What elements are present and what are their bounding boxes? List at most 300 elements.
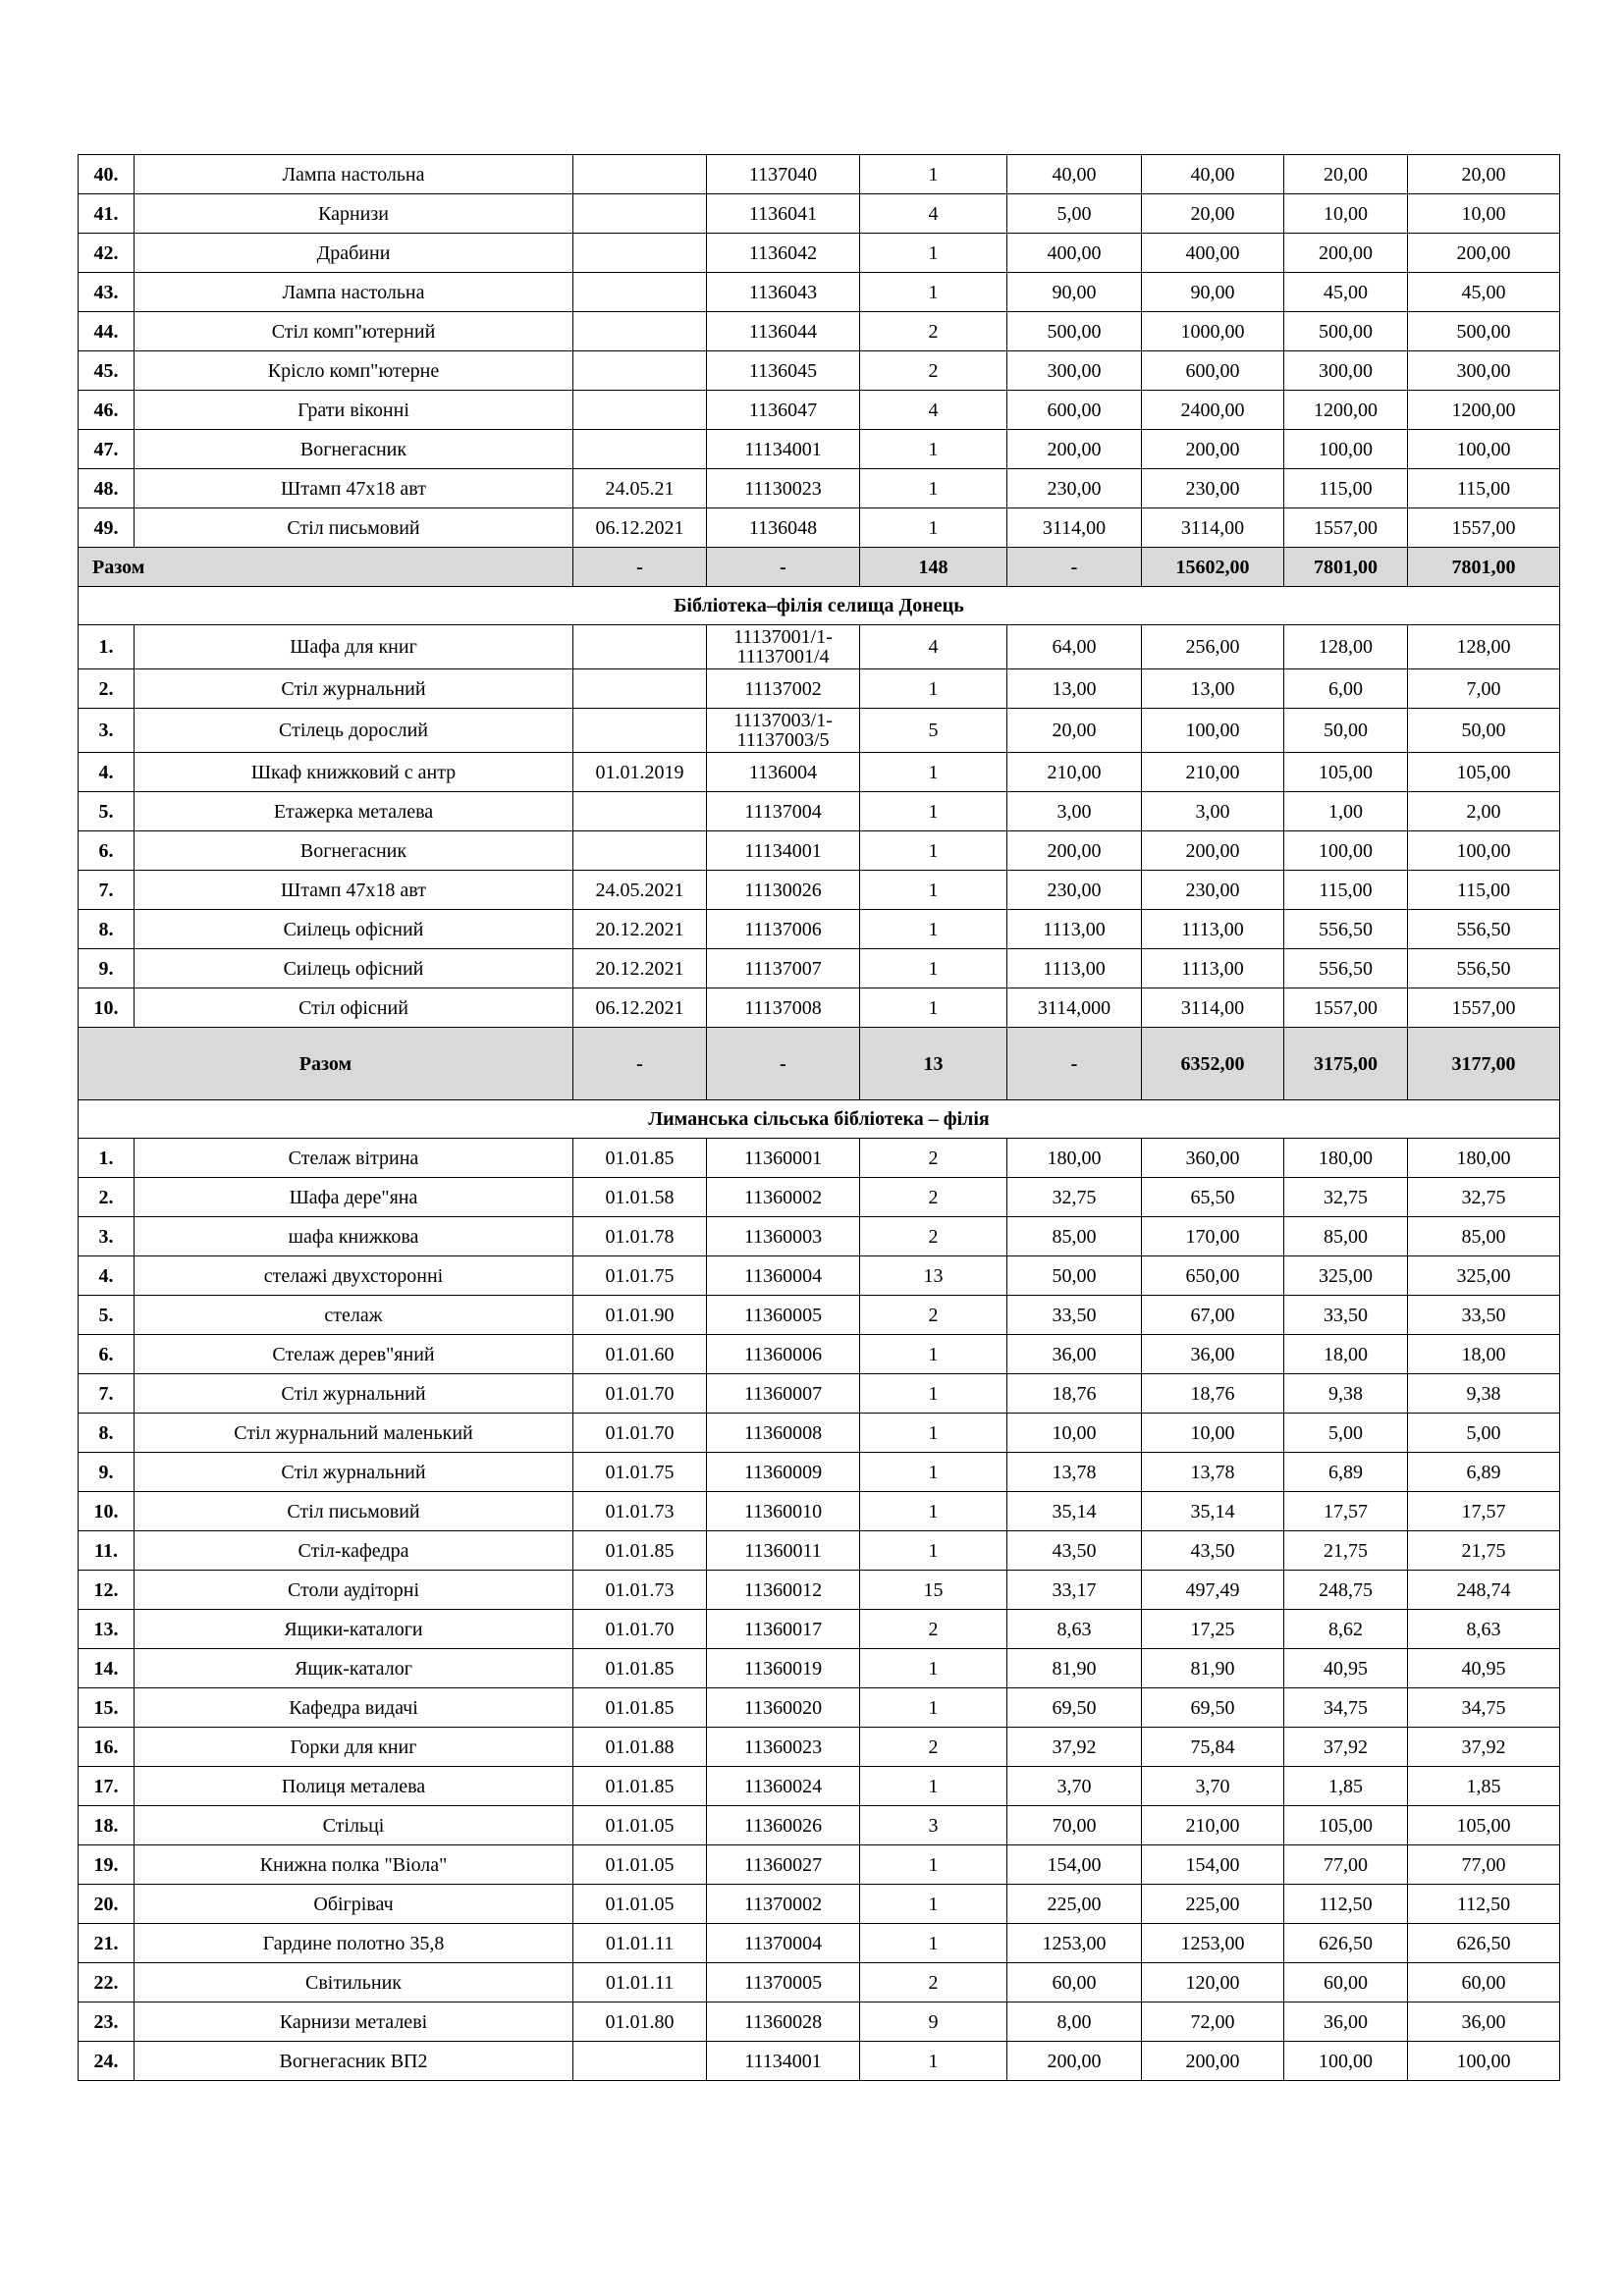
amount-a-cell: 20,00 xyxy=(1284,155,1408,194)
row-number-cell: 5. xyxy=(79,792,135,831)
quantity-cell: 2 xyxy=(860,1296,1007,1335)
amount-b-cell: 248,74 xyxy=(1408,1571,1560,1610)
unit-price-cell: 43,50 xyxy=(1007,1531,1142,1571)
unit-price-cell: 50,00 xyxy=(1007,1256,1142,1296)
unit-price-cell: 3114,000 xyxy=(1007,988,1142,1028)
item-name-cell: Лампа настольна xyxy=(135,273,573,312)
amount-a-cell: 100,00 xyxy=(1284,831,1408,871)
date-cell: 01.01.73 xyxy=(573,1571,707,1610)
amount-a-cell: 32,75 xyxy=(1284,1178,1408,1217)
item-name-cell: Ящик-каталог xyxy=(135,1649,573,1688)
date-cell: 01.01.90 xyxy=(573,1296,707,1335)
total-cost-cell: 69,50 xyxy=(1142,1688,1284,1728)
amount-a-cell: 34,75 xyxy=(1284,1688,1408,1728)
amount-b-cell: 21,75 xyxy=(1408,1531,1560,1571)
row-number-cell: 48. xyxy=(79,469,135,508)
date-cell xyxy=(573,351,707,391)
date-cell: 20.12.2021 xyxy=(573,949,707,988)
table-row xyxy=(79,871,1560,910)
table-row xyxy=(79,949,1560,988)
amount-a-cell: 105,00 xyxy=(1284,1806,1408,1845)
row-number-cell: 22. xyxy=(79,1963,135,2002)
total-date-cell: - xyxy=(573,1028,707,1100)
amount-a-cell: 9,38 xyxy=(1284,1374,1408,1414)
total-label-cell: Разом xyxy=(79,1028,573,1100)
inventory-number-cell: 11360023 xyxy=(707,1728,860,1767)
date-cell: 01.01.60 xyxy=(573,1335,707,1374)
quantity-cell: 4 xyxy=(860,391,1007,430)
inventory-number-cell: 1136048 xyxy=(707,508,860,548)
quantity-cell: 2 xyxy=(860,1139,1007,1178)
table-row xyxy=(79,792,1560,831)
amount-b-cell: 18,00 xyxy=(1408,1335,1560,1374)
inventory-number-cell: 11360010 xyxy=(707,1492,860,1531)
amount-a-cell: 33,50 xyxy=(1284,1296,1408,1335)
unit-price-cell: 210,00 xyxy=(1007,753,1142,792)
total-cost-cell: 497,49 xyxy=(1142,1571,1284,1610)
quantity-cell: 1 xyxy=(860,1374,1007,1414)
inventory-number-cell: 11360003 xyxy=(707,1217,860,1256)
date-cell xyxy=(573,391,707,430)
amount-b-cell: 45,00 xyxy=(1408,273,1560,312)
unit-price-cell: 18,76 xyxy=(1007,1374,1142,1414)
total-cost-cell: 35,14 xyxy=(1142,1492,1284,1531)
amount-b-cell: 7,00 xyxy=(1408,669,1560,709)
row-number-cell: 45. xyxy=(79,351,135,391)
total-amount-a-cell: 3175,00 xyxy=(1284,1028,1408,1100)
quantity-cell: 15 xyxy=(860,1571,1007,1610)
row-number-cell: 8. xyxy=(79,910,135,949)
date-cell: 01.01.2019 xyxy=(573,753,707,792)
date-cell: 01.01.11 xyxy=(573,1924,707,1963)
total-cost-cell: 360,00 xyxy=(1142,1139,1284,1178)
date-cell xyxy=(573,792,707,831)
table-row xyxy=(79,1610,1560,1649)
amount-b-cell: 325,00 xyxy=(1408,1256,1560,1296)
total-cost-cell: 1113,00 xyxy=(1142,910,1284,949)
amount-b-cell: 556,50 xyxy=(1408,910,1560,949)
row-number-cell: 24. xyxy=(79,2042,135,2081)
amount-b-cell: 115,00 xyxy=(1408,469,1560,508)
row-number-cell: 10. xyxy=(79,1492,135,1531)
amount-b-cell: 10,00 xyxy=(1408,194,1560,234)
total-inventory-cell: - xyxy=(707,548,860,587)
item-name-cell: Стіл письмовий xyxy=(135,1492,573,1531)
date-cell: 01.01.85 xyxy=(573,1139,707,1178)
quantity-cell: 1 xyxy=(860,949,1007,988)
total-cost-cell: 17,25 xyxy=(1142,1610,1284,1649)
amount-a-cell: 1557,00 xyxy=(1284,508,1408,548)
table-row xyxy=(79,988,1560,1028)
amount-a-cell: 105,00 xyxy=(1284,753,1408,792)
quantity-cell: 1 xyxy=(860,1414,1007,1453)
unit-price-cell: 81,90 xyxy=(1007,1649,1142,1688)
item-name-cell: Вогнегасник xyxy=(135,831,573,871)
total-cost-cell: 13,00 xyxy=(1142,669,1284,709)
table-row xyxy=(79,430,1560,469)
row-number-cell: 43. xyxy=(79,273,135,312)
unit-price-cell: 35,14 xyxy=(1007,1492,1142,1531)
quantity-cell: 1 xyxy=(860,234,1007,273)
amount-b-cell: 180,00 xyxy=(1408,1139,1560,1178)
inventory-number-cell: 1136044 xyxy=(707,312,860,351)
total-cost-cell: 230,00 xyxy=(1142,469,1284,508)
item-name-cell: Стілець дорослий xyxy=(135,709,573,753)
amount-b-cell: 105,00 xyxy=(1408,1806,1560,1845)
item-name-cell: Стіл комп"ютерний xyxy=(135,312,573,351)
inventory-number-cell: 11130026 xyxy=(707,871,860,910)
unit-price-cell: 13,00 xyxy=(1007,669,1142,709)
amount-a-cell: 36,00 xyxy=(1284,2002,1408,2042)
item-name-cell: Полиця металева xyxy=(135,1767,573,1806)
row-number-cell: 4. xyxy=(79,1256,135,1296)
quantity-cell: 1 xyxy=(860,508,1007,548)
amount-b-cell: 34,75 xyxy=(1408,1688,1560,1728)
row-number-cell: 44. xyxy=(79,312,135,351)
total-cost-cell: 210,00 xyxy=(1142,1806,1284,1845)
item-name-cell: Стелаж вітрина xyxy=(135,1139,573,1178)
row-number-cell: 40. xyxy=(79,155,135,194)
item-name-cell: Стіл журнальний xyxy=(135,1453,573,1492)
row-number-cell: 19. xyxy=(79,1845,135,1885)
row-number-cell: 42. xyxy=(79,234,135,273)
amount-b-cell: 500,00 xyxy=(1408,312,1560,351)
total-cost-cell: 256,00 xyxy=(1142,625,1284,669)
quantity-cell: 1 xyxy=(860,669,1007,709)
item-name-cell: Кафедра видачі xyxy=(135,1688,573,1728)
quantity-cell: 1 xyxy=(860,871,1007,910)
amount-a-cell: 556,50 xyxy=(1284,910,1408,949)
amount-a-cell: 300,00 xyxy=(1284,351,1408,391)
amount-b-cell: 1200,00 xyxy=(1408,391,1560,430)
amount-a-cell: 248,75 xyxy=(1284,1571,1408,1610)
amount-b-cell: 9,38 xyxy=(1408,1374,1560,1414)
row-number-cell: 4. xyxy=(79,753,135,792)
row-number-cell: 5. xyxy=(79,1296,135,1335)
table-row xyxy=(79,155,1560,194)
item-name-cell: Вогнегасник ВП2 xyxy=(135,2042,573,2081)
inventory-number-cell: 11360019 xyxy=(707,1649,860,1688)
quantity-cell: 1 xyxy=(860,155,1007,194)
inventory-number-cell: 11134001 xyxy=(707,430,860,469)
amount-a-cell: 60,00 xyxy=(1284,1963,1408,2002)
date-cell: 01.01.05 xyxy=(573,1885,707,1924)
item-name-cell: Книжна полка "Віола" xyxy=(135,1845,573,1885)
quantity-cell: 1 xyxy=(860,1885,1007,1924)
amount-a-cell: 626,50 xyxy=(1284,1924,1408,1963)
date-cell: 01.01.70 xyxy=(573,1610,707,1649)
section-header-row xyxy=(79,1100,1560,1139)
unit-price-cell: 70,00 xyxy=(1007,1806,1142,1845)
inventory-number-cell: 11360020 xyxy=(707,1688,860,1728)
amount-b-cell: 33,50 xyxy=(1408,1296,1560,1335)
unit-price-cell: 154,00 xyxy=(1007,1845,1142,1885)
amount-b-cell: 556,50 xyxy=(1408,949,1560,988)
item-name-cell: Крісло комп"ютерне xyxy=(135,351,573,391)
inventory-number-cell: 11360004 xyxy=(707,1256,860,1296)
total-cost-cell: 43,50 xyxy=(1142,1531,1284,1571)
date-cell: 01.01.73 xyxy=(573,1492,707,1531)
item-name-cell: Вогнегасник xyxy=(135,430,573,469)
total-quantity-cell: 148 xyxy=(860,548,1007,587)
unit-price-cell: 20,00 xyxy=(1007,709,1142,753)
item-name-cell: Ящики-каталоги xyxy=(135,1610,573,1649)
amount-a-cell: 325,00 xyxy=(1284,1256,1408,1296)
item-name-cell: шафа книжкова xyxy=(135,1217,573,1256)
total-cost-cell: 230,00 xyxy=(1142,871,1284,910)
table-row xyxy=(79,1728,1560,1767)
total-cost-cell: 3,00 xyxy=(1142,792,1284,831)
row-number-cell: 47. xyxy=(79,430,135,469)
item-name-cell: Грати віконні xyxy=(135,391,573,430)
total-cost-cell: 18,76 xyxy=(1142,1374,1284,1414)
total-cost-cell: 170,00 xyxy=(1142,1217,1284,1256)
amount-a-cell: 1,85 xyxy=(1284,1767,1408,1806)
row-number-cell: 12. xyxy=(79,1571,135,1610)
table-row xyxy=(79,831,1560,871)
item-name-cell: Світильник xyxy=(135,1963,573,2002)
amount-b-cell: 17,57 xyxy=(1408,1492,1560,1531)
date-cell: 01.01.70 xyxy=(573,1414,707,1453)
table-row xyxy=(79,273,1560,312)
total-cost-cell: 210,00 xyxy=(1142,753,1284,792)
unit-price-cell: 230,00 xyxy=(1007,469,1142,508)
table-row xyxy=(79,1296,1560,1335)
total-cost-cell: 200,00 xyxy=(1142,430,1284,469)
unit-price-cell: 200,00 xyxy=(1007,831,1142,871)
inventory-number-cell: 11360028 xyxy=(707,2002,860,2042)
item-name-cell: Шафа дере"яна xyxy=(135,1178,573,1217)
inventory-number-cell: 11370004 xyxy=(707,1924,860,1963)
total-amount-a-cell: 7801,00 xyxy=(1284,548,1408,587)
table-row xyxy=(79,469,1560,508)
quantity-cell: 4 xyxy=(860,194,1007,234)
unit-price-cell: 3114,00 xyxy=(1007,508,1142,548)
total-price-cell: - xyxy=(1007,1028,1142,1100)
table-row xyxy=(79,1414,1560,1453)
unit-price-cell: 5,00 xyxy=(1007,194,1142,234)
total-inventory-cell: - xyxy=(707,1028,860,1100)
row-number-cell: 46. xyxy=(79,391,135,430)
row-number-cell: 1. xyxy=(79,1139,135,1178)
row-number-cell: 10. xyxy=(79,988,135,1028)
unit-price-cell: 37,92 xyxy=(1007,1728,1142,1767)
amount-b-cell: 6,89 xyxy=(1408,1453,1560,1492)
inventory-number-cell: 11360008 xyxy=(707,1414,860,1453)
item-name-cell: Стелаж дерев"яний xyxy=(135,1335,573,1374)
amount-b-cell: 105,00 xyxy=(1408,753,1560,792)
total-cost-cell: 75,84 xyxy=(1142,1728,1284,1767)
total-cost-cell: 200,00 xyxy=(1142,831,1284,871)
item-name-cell: Стіл журнальний маленький xyxy=(135,1414,573,1453)
table-row xyxy=(79,1374,1560,1414)
inventory-number-cell: 11137007 xyxy=(707,949,860,988)
row-number-cell: 14. xyxy=(79,1649,135,1688)
table-row xyxy=(79,1767,1560,1806)
amount-b-cell: 1,85 xyxy=(1408,1767,1560,1806)
table-row xyxy=(79,1531,1560,1571)
amount-a-cell: 1200,00 xyxy=(1284,391,1408,430)
unit-price-cell: 1113,00 xyxy=(1007,949,1142,988)
total-quantity-cell: 13 xyxy=(860,1028,1007,1100)
date-cell xyxy=(573,709,707,753)
unit-price-cell: 85,00 xyxy=(1007,1217,1142,1256)
table-row xyxy=(79,234,1560,273)
row-number-cell: 2. xyxy=(79,1178,135,1217)
unit-price-cell: 33,17 xyxy=(1007,1571,1142,1610)
inventory-number-cell: 11360011 xyxy=(707,1531,860,1571)
date-cell: 01.01.88 xyxy=(573,1728,707,1767)
unit-price-cell: 225,00 xyxy=(1007,1885,1142,1924)
date-cell: 01.01.85 xyxy=(573,1767,707,1806)
item-name-cell: Карнизи металеві xyxy=(135,2002,573,2042)
inventory-table xyxy=(78,154,1560,2081)
unit-price-cell: 8,00 xyxy=(1007,2002,1142,2042)
inventory-number-cell: 11360024 xyxy=(707,1767,860,1806)
row-number-cell: 15. xyxy=(79,1688,135,1728)
amount-b-cell: 77,00 xyxy=(1408,1845,1560,1885)
amount-b-cell: 100,00 xyxy=(1408,430,1560,469)
item-name-cell: Сиілець офісний xyxy=(135,910,573,949)
inventory-number-cell: 11360026 xyxy=(707,1806,860,1845)
table-row xyxy=(79,1571,1560,1610)
quantity-cell: 13 xyxy=(860,1256,1007,1296)
amount-a-cell: 5,00 xyxy=(1284,1414,1408,1453)
unit-price-cell: 600,00 xyxy=(1007,391,1142,430)
inventory-number-cell: 11130023 xyxy=(707,469,860,508)
date-cell: 01.01.75 xyxy=(573,1256,707,1296)
quantity-cell: 2 xyxy=(860,1178,1007,1217)
quantity-cell: 3 xyxy=(860,1806,1007,1845)
date-cell: 20.12.2021 xyxy=(573,910,707,949)
date-cell: 01.01.05 xyxy=(573,1806,707,1845)
table-row xyxy=(79,2002,1560,2042)
total-cost-cell: 15602,00 xyxy=(1142,548,1284,587)
inventory-number-cell: 11360012 xyxy=(707,1571,860,1610)
total-label-cell: Разом xyxy=(79,548,573,587)
amount-a-cell: 40,95 xyxy=(1284,1649,1408,1688)
row-number-cell: 9. xyxy=(79,949,135,988)
quantity-cell: 1 xyxy=(860,1845,1007,1885)
amount-b-cell: 1557,00 xyxy=(1408,988,1560,1028)
item-name-cell: Карнизи xyxy=(135,194,573,234)
quantity-cell: 1 xyxy=(860,430,1007,469)
section-title: Лиманська сільська бібліотека – філія xyxy=(79,1100,1560,1139)
total-cost-cell: 2400,00 xyxy=(1142,391,1284,430)
item-name-cell: Шафа для книг xyxy=(135,625,573,669)
date-cell xyxy=(573,312,707,351)
unit-price-cell: 500,00 xyxy=(1007,312,1142,351)
row-number-cell: 23. xyxy=(79,2002,135,2042)
row-number-cell: 41. xyxy=(79,194,135,234)
item-name-cell: Штамп 47х18 авт xyxy=(135,871,573,910)
table-row xyxy=(79,753,1560,792)
table-row xyxy=(79,508,1560,548)
amount-a-cell: 200,00 xyxy=(1284,234,1408,273)
total-cost-cell: 72,00 xyxy=(1142,2002,1284,2042)
table-row xyxy=(79,1453,1560,1492)
amount-b-cell: 5,00 xyxy=(1408,1414,1560,1453)
amount-a-cell: 556,50 xyxy=(1284,949,1408,988)
date-cell xyxy=(573,155,707,194)
row-number-cell: 17. xyxy=(79,1767,135,1806)
amount-a-cell: 37,92 xyxy=(1284,1728,1408,1767)
quantity-cell: 1 xyxy=(860,753,1007,792)
date-cell xyxy=(573,2042,707,2081)
amount-b-cell: 128,00 xyxy=(1408,625,1560,669)
row-number-cell: 7. xyxy=(79,1374,135,1414)
total-cost-cell: 200,00 xyxy=(1142,2042,1284,2081)
amount-b-cell: 40,95 xyxy=(1408,1649,1560,1688)
amount-b-cell: 626,50 xyxy=(1408,1924,1560,1963)
date-cell xyxy=(573,234,707,273)
amount-b-cell: 100,00 xyxy=(1408,2042,1560,2081)
unit-price-cell: 90,00 xyxy=(1007,273,1142,312)
table-row xyxy=(79,391,1560,430)
total-cost-cell: 36,00 xyxy=(1142,1335,1284,1374)
amount-b-cell: 60,00 xyxy=(1408,1963,1560,2002)
date-cell: 01.01.05 xyxy=(573,1845,707,1885)
row-number-cell: 9. xyxy=(79,1453,135,1492)
table-row xyxy=(79,194,1560,234)
row-number-cell: 18. xyxy=(79,1806,135,1845)
quantity-cell: 1 xyxy=(860,273,1007,312)
total-cost-cell: 13,78 xyxy=(1142,1453,1284,1492)
amount-a-cell: 112,50 xyxy=(1284,1885,1408,1924)
table-row xyxy=(79,1924,1560,1963)
inventory-number-cell: 1137040 xyxy=(707,155,860,194)
unit-price-cell: 13,78 xyxy=(1007,1453,1142,1492)
quantity-cell: 4 xyxy=(860,625,1007,669)
amount-a-cell: 18,00 xyxy=(1284,1335,1408,1374)
amount-b-cell: 2,00 xyxy=(1408,792,1560,831)
quantity-cell: 1 xyxy=(860,2042,1007,2081)
total-date-cell: - xyxy=(573,548,707,587)
total-cost-cell: 6352,00 xyxy=(1142,1028,1284,1100)
item-name-cell: Гардине полотно 35,8 xyxy=(135,1924,573,1963)
table-row xyxy=(79,1806,1560,1845)
inventory-number-cell: 11137003/1-11137003/5 xyxy=(707,709,860,753)
item-name-cell: Штамп 47х18 авт xyxy=(135,469,573,508)
inventory-number-cell: 11134001 xyxy=(707,2042,860,2081)
amount-a-cell: 500,00 xyxy=(1284,312,1408,351)
inventory-number-cell: 11360001 xyxy=(707,1139,860,1178)
table-row xyxy=(79,669,1560,709)
date-cell: 01.01.58 xyxy=(573,1178,707,1217)
quantity-cell: 1 xyxy=(860,1649,1007,1688)
table-row xyxy=(79,351,1560,391)
total-cost-cell: 65,50 xyxy=(1142,1178,1284,1217)
amount-a-cell: 6,89 xyxy=(1284,1453,1408,1492)
inventory-number-cell: 1136004 xyxy=(707,753,860,792)
row-number-cell: 1. xyxy=(79,625,135,669)
inventory-number-cell: 11137008 xyxy=(707,988,860,1028)
row-number-cell: 13. xyxy=(79,1610,135,1649)
item-name-cell: Стіл письмовий xyxy=(135,508,573,548)
inventory-number-cell: 11360017 xyxy=(707,1610,860,1649)
total-row xyxy=(79,1028,1560,1100)
quantity-cell: 2 xyxy=(860,1610,1007,1649)
item-name-cell: Обігрівач xyxy=(135,1885,573,1924)
date-cell: 24.05.2021 xyxy=(573,871,707,910)
amount-b-cell: 200,00 xyxy=(1408,234,1560,273)
total-cost-cell: 225,00 xyxy=(1142,1885,1284,1924)
quantity-cell: 1 xyxy=(860,988,1007,1028)
inventory-number-cell: 11134001 xyxy=(707,831,860,871)
date-cell xyxy=(573,430,707,469)
quantity-cell: 1 xyxy=(860,1335,1007,1374)
total-cost-cell: 3,70 xyxy=(1142,1767,1284,1806)
